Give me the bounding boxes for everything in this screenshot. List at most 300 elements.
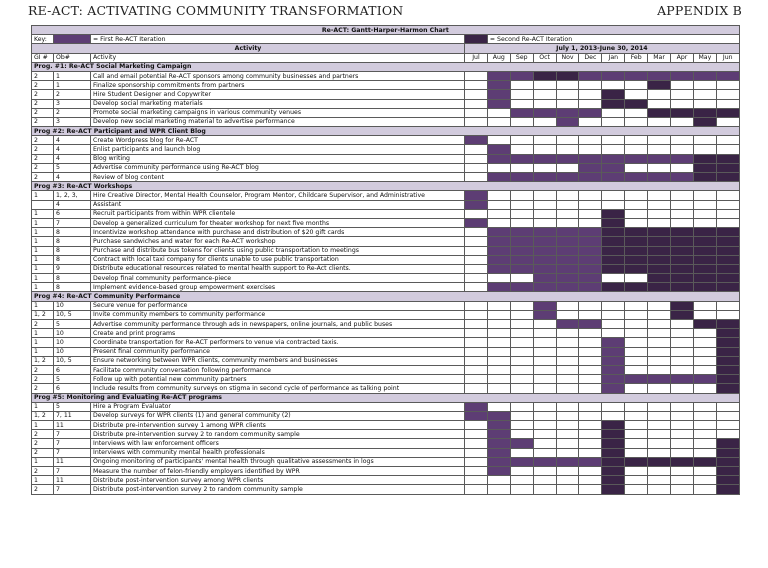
gantt-cell-oct: [533, 310, 556, 319]
gl-column-header: GI #: [32, 53, 54, 62]
document-title: RE-ACT: ACTIVATING COMMUNITY TRANSFORMATION: [28, 3, 404, 18]
gantt-cell-feb: [625, 200, 648, 209]
gantt-cell-nov: [556, 163, 579, 172]
activity-row: [32, 117, 740, 126]
ob-cell: 4: [54, 200, 91, 209]
gantt-cell-feb: [625, 283, 648, 292]
gantt-cell-sep: [510, 402, 533, 411]
gantt-cell-aug: [487, 301, 510, 310]
gantt-cell-feb: [625, 467, 648, 476]
gantt-cell-apr: [671, 136, 694, 145]
activity-row: [32, 356, 740, 365]
chart-title: Re-ACT: Gantt-Harper-Harmon Chart: [32, 26, 740, 35]
gantt-cell-jul: [465, 430, 488, 439]
gantt-cell-jan: [602, 320, 625, 329]
gl-cell: 2: [32, 108, 54, 117]
gantt-cell-mar: [648, 145, 671, 154]
gantt-cell-jan: [602, 338, 625, 347]
ob-cell: 5: [54, 163, 91, 172]
gantt-cell-dec: [579, 356, 602, 365]
gantt-cell-jan: [602, 421, 625, 430]
activity-cell: Measure the number of felon-friendly employers identified by WPR: [91, 467, 465, 476]
gl-cell: 2: [32, 163, 54, 172]
gantt-cell-jul: [465, 246, 488, 255]
gantt-cell-jul: [465, 117, 488, 126]
gantt-cell-aug: [487, 384, 510, 393]
ob-cell: 4: [54, 154, 91, 163]
gantt-cell-may: [693, 274, 716, 283]
gantt-cell-nov: [556, 191, 579, 200]
gantt-cell-jul: [465, 90, 488, 99]
gantt-cell-apr: [671, 228, 694, 237]
gantt-cell-oct: [533, 301, 556, 310]
gantt-cell-jan: [602, 430, 625, 439]
gantt-cell-jun: [716, 209, 739, 218]
gantt-cell-nov: [556, 200, 579, 209]
gantt-cell-oct: [533, 411, 556, 420]
ob-cell: 10: [54, 347, 91, 356]
month-header-mar: Mar: [648, 53, 671, 62]
gantt-cell-dec: [579, 163, 602, 172]
gantt-cell-apr: [671, 173, 694, 182]
gantt-cell-may: [693, 136, 716, 145]
gantt-cell-jun: [716, 191, 739, 200]
gantt-cell-jan: [602, 384, 625, 393]
gantt-cell-apr: [671, 448, 694, 457]
ob-cell: 4: [54, 173, 91, 182]
activity-cell: Call and email potential Re-ACT sponsors among community businesses and partners: [91, 71, 465, 80]
gantt-cell-mar: [648, 246, 671, 255]
gantt-cell-may: [693, 375, 716, 384]
gantt-cell-jan: [602, 246, 625, 255]
gl-cell: 2: [32, 99, 54, 108]
gantt-cell-aug: [487, 228, 510, 237]
gantt-cell-nov: [556, 136, 579, 145]
gantt-cell-jul: [465, 384, 488, 393]
gantt-cell-jan: [602, 329, 625, 338]
gl-cell: 2: [32, 320, 54, 329]
gantt-cell-feb: [625, 136, 648, 145]
gantt-cell-dec: [579, 411, 602, 420]
gantt-cell-nov: [556, 255, 579, 264]
gantt-cell-apr: [671, 200, 694, 209]
gantt-cell-feb: [625, 384, 648, 393]
gantt-cell-nov: [556, 81, 579, 90]
gantt-cell-jul: [465, 365, 488, 374]
gantt-cell-nov: [556, 476, 579, 485]
activity-cell: Distribute post-intervention survey among WPR clients: [91, 476, 465, 485]
activity-row: [32, 320, 740, 329]
gantt-cell-jun: [716, 136, 739, 145]
gl-cell: 2: [32, 81, 54, 90]
ob-cell: 8: [54, 274, 91, 283]
activity-cell: Purchase and distribute bus tokens for clients using public transportation to meetings: [91, 246, 465, 255]
gl-cell: 1: [32, 255, 54, 264]
gantt-cell-aug: [487, 173, 510, 182]
ob-cell: 3: [54, 117, 91, 126]
gantt-cell-dec: [579, 421, 602, 430]
gantt-cell-jul: [465, 356, 488, 365]
gantt-cell-may: [693, 228, 716, 237]
gantt-cell-sep: [510, 476, 533, 485]
gl-cell: 2: [32, 375, 54, 384]
gantt-cell-feb: [625, 310, 648, 319]
activity-cell: Review of blog content: [91, 173, 465, 182]
gantt-cell-apr: [671, 384, 694, 393]
gantt-cell-jun: [716, 439, 739, 448]
ob-cell: 8: [54, 228, 91, 237]
activity-row: [32, 457, 740, 466]
gantt-cell-dec: [579, 200, 602, 209]
gantt-cell-dec: [579, 246, 602, 255]
gantt-cell-aug: [487, 71, 510, 80]
gantt-cell-jun: [716, 117, 739, 126]
month-header-sep: Sep: [510, 53, 533, 62]
activity-row: [32, 402, 740, 411]
activity-cell: Blog writing: [91, 154, 465, 163]
gantt-cell-nov: [556, 237, 579, 246]
gantt-cell-jun: [716, 384, 739, 393]
gantt-cell-oct: [533, 117, 556, 126]
ob-cell: 1: [54, 81, 91, 90]
activity-cell: Hire Student Designer and Copywriter: [91, 90, 465, 99]
activity-cell: Develop a generalized curriculum for theater workshop for next five months: [91, 218, 465, 227]
gantt-cell-feb: [625, 218, 648, 227]
gantt-cell-mar: [648, 90, 671, 99]
gantt-cell-mar: [648, 209, 671, 218]
gl-cell: 1: [32, 283, 54, 292]
activity-cell: Follow up with potential new community partners: [91, 375, 465, 384]
activity-row: [32, 163, 740, 172]
activity-cell: Develop social marketing materials: [91, 99, 465, 108]
ob-cell: 7, 11: [54, 411, 91, 420]
activity-row: [32, 439, 740, 448]
gantt-cell-nov: [556, 283, 579, 292]
gantt-cell-aug: [487, 274, 510, 283]
gantt-cell-may: [693, 237, 716, 246]
gantt-cell-sep: [510, 356, 533, 365]
gantt-cell-apr: [671, 356, 694, 365]
activity-row: [32, 375, 740, 384]
gantt-cell-mar: [648, 173, 671, 182]
gantt-cell-sep: [510, 81, 533, 90]
gantt-cell-nov: [556, 310, 579, 319]
gantt-cell-oct: [533, 264, 556, 273]
gantt-cell-jun: [716, 347, 739, 356]
gl-cell: 2: [32, 384, 54, 393]
gantt-cell-aug: [487, 191, 510, 200]
gantt-cell-aug: [487, 476, 510, 485]
activity-cell: Interviews with law enforcement officers: [91, 439, 465, 448]
gantt-cell-may: [693, 71, 716, 80]
gantt-cell-mar: [648, 356, 671, 365]
activity-row: [32, 209, 740, 218]
gantt-cell-nov: [556, 411, 579, 420]
ob-cell: 1, 2, 3,: [54, 191, 91, 200]
activity-cell: Purchase sandwiches and water for each Re-ACT workshop: [91, 237, 465, 246]
activity-row: [32, 173, 740, 182]
gantt-cell-jun: [716, 430, 739, 439]
gantt-cell-apr: [671, 320, 694, 329]
gantt-cell-mar: [648, 421, 671, 430]
gantt-cell-nov: [556, 154, 579, 163]
gantt-cell-jan: [602, 228, 625, 237]
gantt-cell-apr: [671, 421, 694, 430]
gantt-cell-feb: [625, 485, 648, 494]
gantt-cell-feb: [625, 476, 648, 485]
gl-cell: 1: [32, 228, 54, 237]
gantt-cell-may: [693, 365, 716, 374]
gantt-cell-oct: [533, 402, 556, 411]
month-header-oct: Oct: [533, 53, 556, 62]
gantt-cell-mar: [648, 154, 671, 163]
gl-cell: 2: [32, 467, 54, 476]
program-title: Prog #2: Re-ACT Participant and WPR Client Blog: [32, 127, 740, 136]
gantt-cell-aug: [487, 310, 510, 319]
gantt-cell-aug: [487, 246, 510, 255]
gantt-cell-dec: [579, 467, 602, 476]
gantt-cell-apr: [671, 467, 694, 476]
gantt-cell-apr: [671, 99, 694, 108]
activity-row: [32, 476, 740, 485]
gantt-cell-mar: [648, 411, 671, 420]
gantt-cell-aug: [487, 90, 510, 99]
gantt-cell-nov: [556, 108, 579, 117]
gantt-cell-mar: [648, 439, 671, 448]
gantt-cell-dec: [579, 228, 602, 237]
gantt-cell-jun: [716, 310, 739, 319]
gantt-cell-aug: [487, 402, 510, 411]
gantt-cell-jan: [602, 356, 625, 365]
gantt-cell-feb: [625, 439, 648, 448]
gantt-cell-dec: [579, 384, 602, 393]
gantt-cell-jan: [602, 117, 625, 126]
gantt-cell-jun: [716, 200, 739, 209]
gantt-cell-apr: [671, 274, 694, 283]
gantt-cell-nov: [556, 439, 579, 448]
gl-cell: 1: [32, 264, 54, 273]
gantt-cell-nov: [556, 274, 579, 283]
gantt-cell-jan: [602, 274, 625, 283]
gantt-cell-apr: [671, 485, 694, 494]
gantt-cell-oct: [533, 136, 556, 145]
gantt-cell-nov: [556, 209, 579, 218]
activity-row: [32, 237, 740, 246]
activity-row: [32, 108, 740, 117]
activity-row: [32, 365, 740, 374]
gantt-cell-jul: [465, 338, 488, 347]
gantt-cell-jun: [716, 283, 739, 292]
month-header-feb: Feb: [625, 53, 648, 62]
gantt-cell-mar: [648, 485, 671, 494]
gantt-cell-jun: [716, 237, 739, 246]
month-header-jan: Jan: [602, 53, 625, 62]
legend-first-label: = First Re-ACT Iteration: [91, 35, 465, 44]
gantt-cell-dec: [579, 117, 602, 126]
gl-cell: 1: [32, 347, 54, 356]
gantt-cell-feb: [625, 365, 648, 374]
gantt-cell-jan: [602, 163, 625, 172]
gantt-cell-oct: [533, 274, 556, 283]
gantt-cell-jul: [465, 99, 488, 108]
gantt-cell-feb: [625, 209, 648, 218]
gantt-cell-apr: [671, 375, 694, 384]
activity-row: [32, 90, 740, 99]
ob-cell: 10: [54, 329, 91, 338]
gantt-cell-jan: [602, 411, 625, 420]
gantt-cell-oct: [533, 439, 556, 448]
gantt-chart-table: [31, 25, 740, 495]
gantt-cell-feb: [625, 448, 648, 457]
gantt-cell-jan: [602, 81, 625, 90]
activity-cell: Enlist participants and launch blog: [91, 145, 465, 154]
activity-row: [32, 81, 740, 90]
gantt-cell-aug: [487, 448, 510, 457]
gantt-cell-feb: [625, 430, 648, 439]
gantt-cell-aug: [487, 365, 510, 374]
gantt-cell-dec: [579, 485, 602, 494]
gantt-cell-jun: [716, 246, 739, 255]
gantt-cell-aug: [487, 163, 510, 172]
month-header-dec: Dec: [579, 53, 602, 62]
gl-cell: 1: [32, 457, 54, 466]
gantt-cell-dec: [579, 191, 602, 200]
activity-cell: Distribute educational resources related to mental health support to Re-Act clients.: [91, 264, 465, 273]
gantt-cell-sep: [510, 90, 533, 99]
activity-cell: Advertise community performance through ads in newspapers, online journals, and public buses: [91, 320, 465, 329]
gl-cell: 1: [32, 402, 54, 411]
legend-row: [32, 35, 740, 44]
gantt-cell-jun: [716, 411, 739, 420]
gantt-cell-jul: [465, 411, 488, 420]
gantt-cell-sep: [510, 154, 533, 163]
gantt-cell-apr: [671, 246, 694, 255]
gantt-cell-dec: [579, 136, 602, 145]
gantt-cell-jul: [465, 71, 488, 80]
gantt-cell-feb: [625, 402, 648, 411]
gantt-cell-mar: [648, 384, 671, 393]
gantt-cell-apr: [671, 476, 694, 485]
gantt-cell-oct: [533, 209, 556, 218]
gantt-cell-jul: [465, 485, 488, 494]
gantt-cell-sep: [510, 448, 533, 457]
gantt-cell-aug: [487, 81, 510, 90]
gantt-cell-aug: [487, 117, 510, 126]
gantt-cell-nov: [556, 320, 579, 329]
gantt-cell-mar: [648, 476, 671, 485]
ob-cell: 2: [54, 108, 91, 117]
ob-column-header: Ob#: [54, 53, 91, 62]
activity-column-header: Activity: [91, 53, 465, 62]
gantt-cell-may: [693, 81, 716, 90]
ob-cell: 7: [54, 485, 91, 494]
gantt-cell-may: [693, 108, 716, 117]
gantt-cell-dec: [579, 365, 602, 374]
gantt-cell-nov: [556, 467, 579, 476]
gantt-cell-apr: [671, 163, 694, 172]
gantt-cell-oct: [533, 421, 556, 430]
gantt-cell-dec: [579, 154, 602, 163]
ob-cell: 1: [54, 71, 91, 80]
gantt-cell-dec: [579, 329, 602, 338]
gantt-cell-dec: [579, 283, 602, 292]
gantt-cell-jan: [602, 191, 625, 200]
activity-cell: Implement evidence-based group empowerment exercises: [91, 283, 465, 292]
gantt-cell-nov: [556, 246, 579, 255]
activity-cell: Distribute pre-intervention survey 2 to random community sample: [91, 430, 465, 439]
gantt-cell-mar: [648, 218, 671, 227]
gantt-cell-dec: [579, 255, 602, 264]
gantt-cell-jan: [602, 457, 625, 466]
gantt-cell-sep: [510, 218, 533, 227]
gantt-cell-dec: [579, 90, 602, 99]
gantt-cell-jul: [465, 329, 488, 338]
ob-cell: 11: [54, 457, 91, 466]
gantt-cell-apr: [671, 329, 694, 338]
gantt-cell-may: [693, 145, 716, 154]
month-header-aug: Aug: [487, 53, 510, 62]
gantt-cell-aug: [487, 237, 510, 246]
activity-row: [32, 154, 740, 163]
gl-cell: 2: [32, 90, 54, 99]
gantt-cell-apr: [671, 90, 694, 99]
gantt-cell-feb: [625, 320, 648, 329]
gl-cell: 2: [32, 145, 54, 154]
gantt-cell-mar: [648, 71, 671, 80]
gantt-cell-dec: [579, 264, 602, 273]
gantt-cell-aug: [487, 457, 510, 466]
gantt-cell-mar: [648, 81, 671, 90]
program-header-row: [32, 127, 740, 136]
gantt-cell-apr: [671, 264, 694, 273]
gantt-cell-jan: [602, 255, 625, 264]
gantt-cell-feb: [625, 301, 648, 310]
ob-cell: 3: [54, 99, 91, 108]
activity-row: [32, 448, 740, 457]
gantt-cell-dec: [579, 145, 602, 154]
gantt-cell-aug: [487, 320, 510, 329]
gantt-cell-apr: [671, 411, 694, 420]
ob-cell: 6: [54, 209, 91, 218]
gantt-cell-nov: [556, 90, 579, 99]
gantt-cell-mar: [648, 108, 671, 117]
month-header-jun: Jun: [716, 53, 739, 62]
gantt-cell-may: [693, 99, 716, 108]
gantt-cell-nov: [556, 71, 579, 80]
activity-row: [32, 274, 740, 283]
gantt-cell-mar: [648, 283, 671, 292]
gantt-cell-may: [693, 301, 716, 310]
gantt-cell-jul: [465, 421, 488, 430]
gantt-cell-apr: [671, 154, 694, 163]
gantt-cell-aug: [487, 430, 510, 439]
program-title: Prog #3: Re-ACT Workshops: [32, 182, 740, 191]
gantt-cell-sep: [510, 117, 533, 126]
gantt-cell-dec: [579, 237, 602, 246]
gantt-cell-mar: [648, 274, 671, 283]
gantt-cell-aug: [487, 200, 510, 209]
program-title: Prog #5: Monitoring and Evaluating Re-ACT programs: [32, 393, 740, 402]
gantt-cell-sep: [510, 228, 533, 237]
gantt-cell-mar: [648, 457, 671, 466]
program-header-row: [32, 393, 740, 402]
gantt-cell-jan: [602, 347, 625, 356]
program-header-row: [32, 62, 740, 71]
gantt-cell-sep: [510, 136, 533, 145]
gantt-cell-may: [693, 485, 716, 494]
gantt-cell-feb: [625, 108, 648, 117]
header-row-1: [32, 44, 740, 53]
